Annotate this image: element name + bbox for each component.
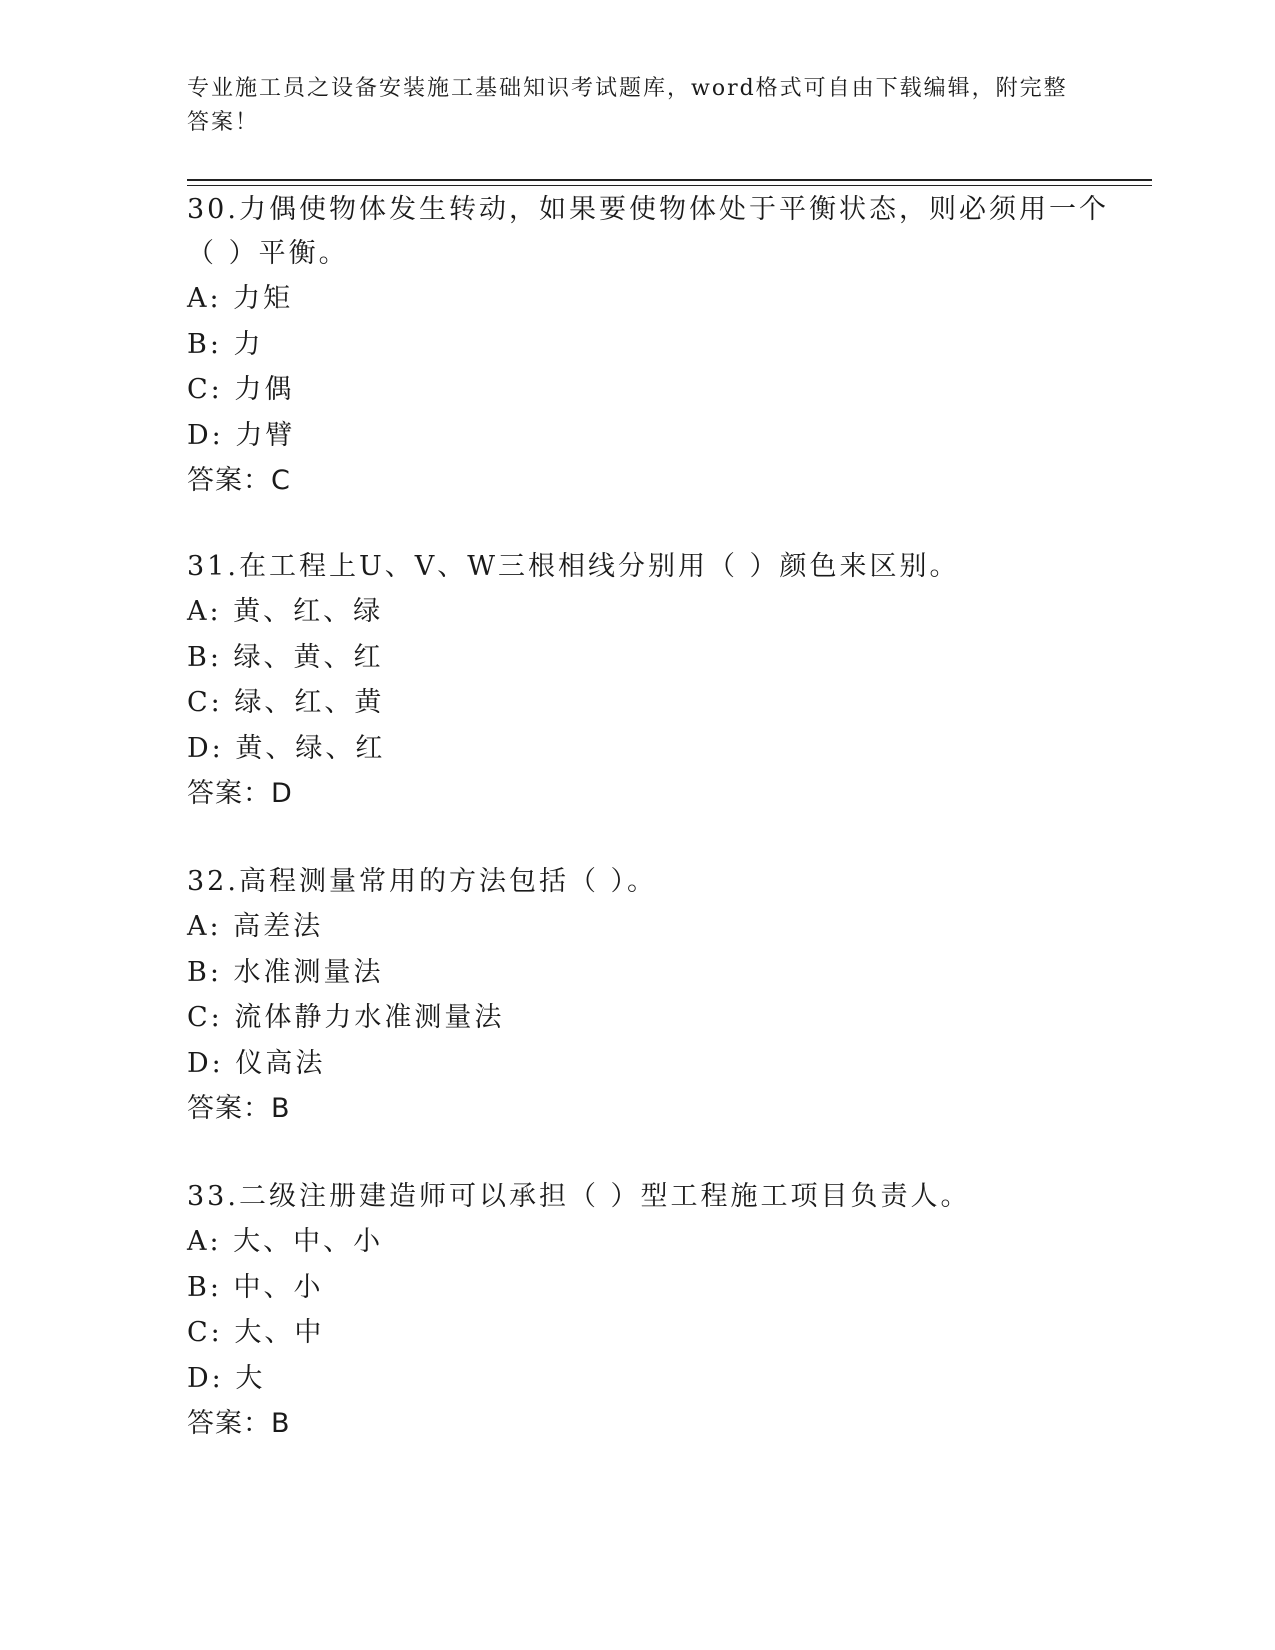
question-text: 33.二级注册建造师可以承担（ ）型工程施工项目负责人。 xyxy=(187,1181,971,1212)
document-header: 专业施工员之设备安装施工基础知识考试题库，word格式可自由下载编辑，附完整答案！ xyxy=(187,76,1068,135)
option-a: A: 大、中、小 xyxy=(187,1226,384,1257)
answer-line: 答案：B xyxy=(187,1093,291,1124)
option-a: A: 高差法 xyxy=(187,911,324,942)
header-divider-thin xyxy=(187,185,1152,186)
option-c: C: 绿、红、黄 xyxy=(187,687,385,718)
question-31 xyxy=(187,545,1137,817)
answer-line: 答案：C xyxy=(187,465,291,496)
option-d: D: 力臂 xyxy=(187,419,296,451)
option-b: B: 中、小 xyxy=(187,1271,324,1303)
option-b: B: 绿、黄、红 xyxy=(187,641,384,673)
option-d: D: 黄、绿、红 xyxy=(187,732,386,764)
header-divider-thick xyxy=(187,179,1152,181)
option-c: C: 流体静力水准测量法 xyxy=(187,1002,505,1033)
option-a: A: 力矩 xyxy=(187,283,294,314)
answer-line: 答案：B xyxy=(187,1408,291,1439)
option-d: D: 大 xyxy=(187,1362,266,1394)
question-33 xyxy=(187,1175,1137,1447)
question-text: 31.在工程上U、V、W三根相线分别用（ ）颜色来区别。 xyxy=(187,551,960,582)
question-text: 30.力偶使物体发生转动，如果要使物体处于平衡状态，则必须用一个（ ）平衡。 xyxy=(187,194,1109,269)
option-b: B: 水准测量法 xyxy=(187,956,384,988)
question-30 xyxy=(187,188,1137,504)
option-d: D: 仪高法 xyxy=(187,1047,326,1079)
question-32 xyxy=(187,860,1137,1132)
option-a: A: 黄、红、绿 xyxy=(187,596,384,627)
option-b: B: 力 xyxy=(187,328,264,360)
answer-line: 答案：D xyxy=(187,778,293,809)
option-c: C: 力偶 xyxy=(187,374,295,405)
option-c: C: 大、中 xyxy=(187,1317,325,1348)
question-text: 32.高程测量常用的方法包括（ ）。 xyxy=(187,866,658,897)
